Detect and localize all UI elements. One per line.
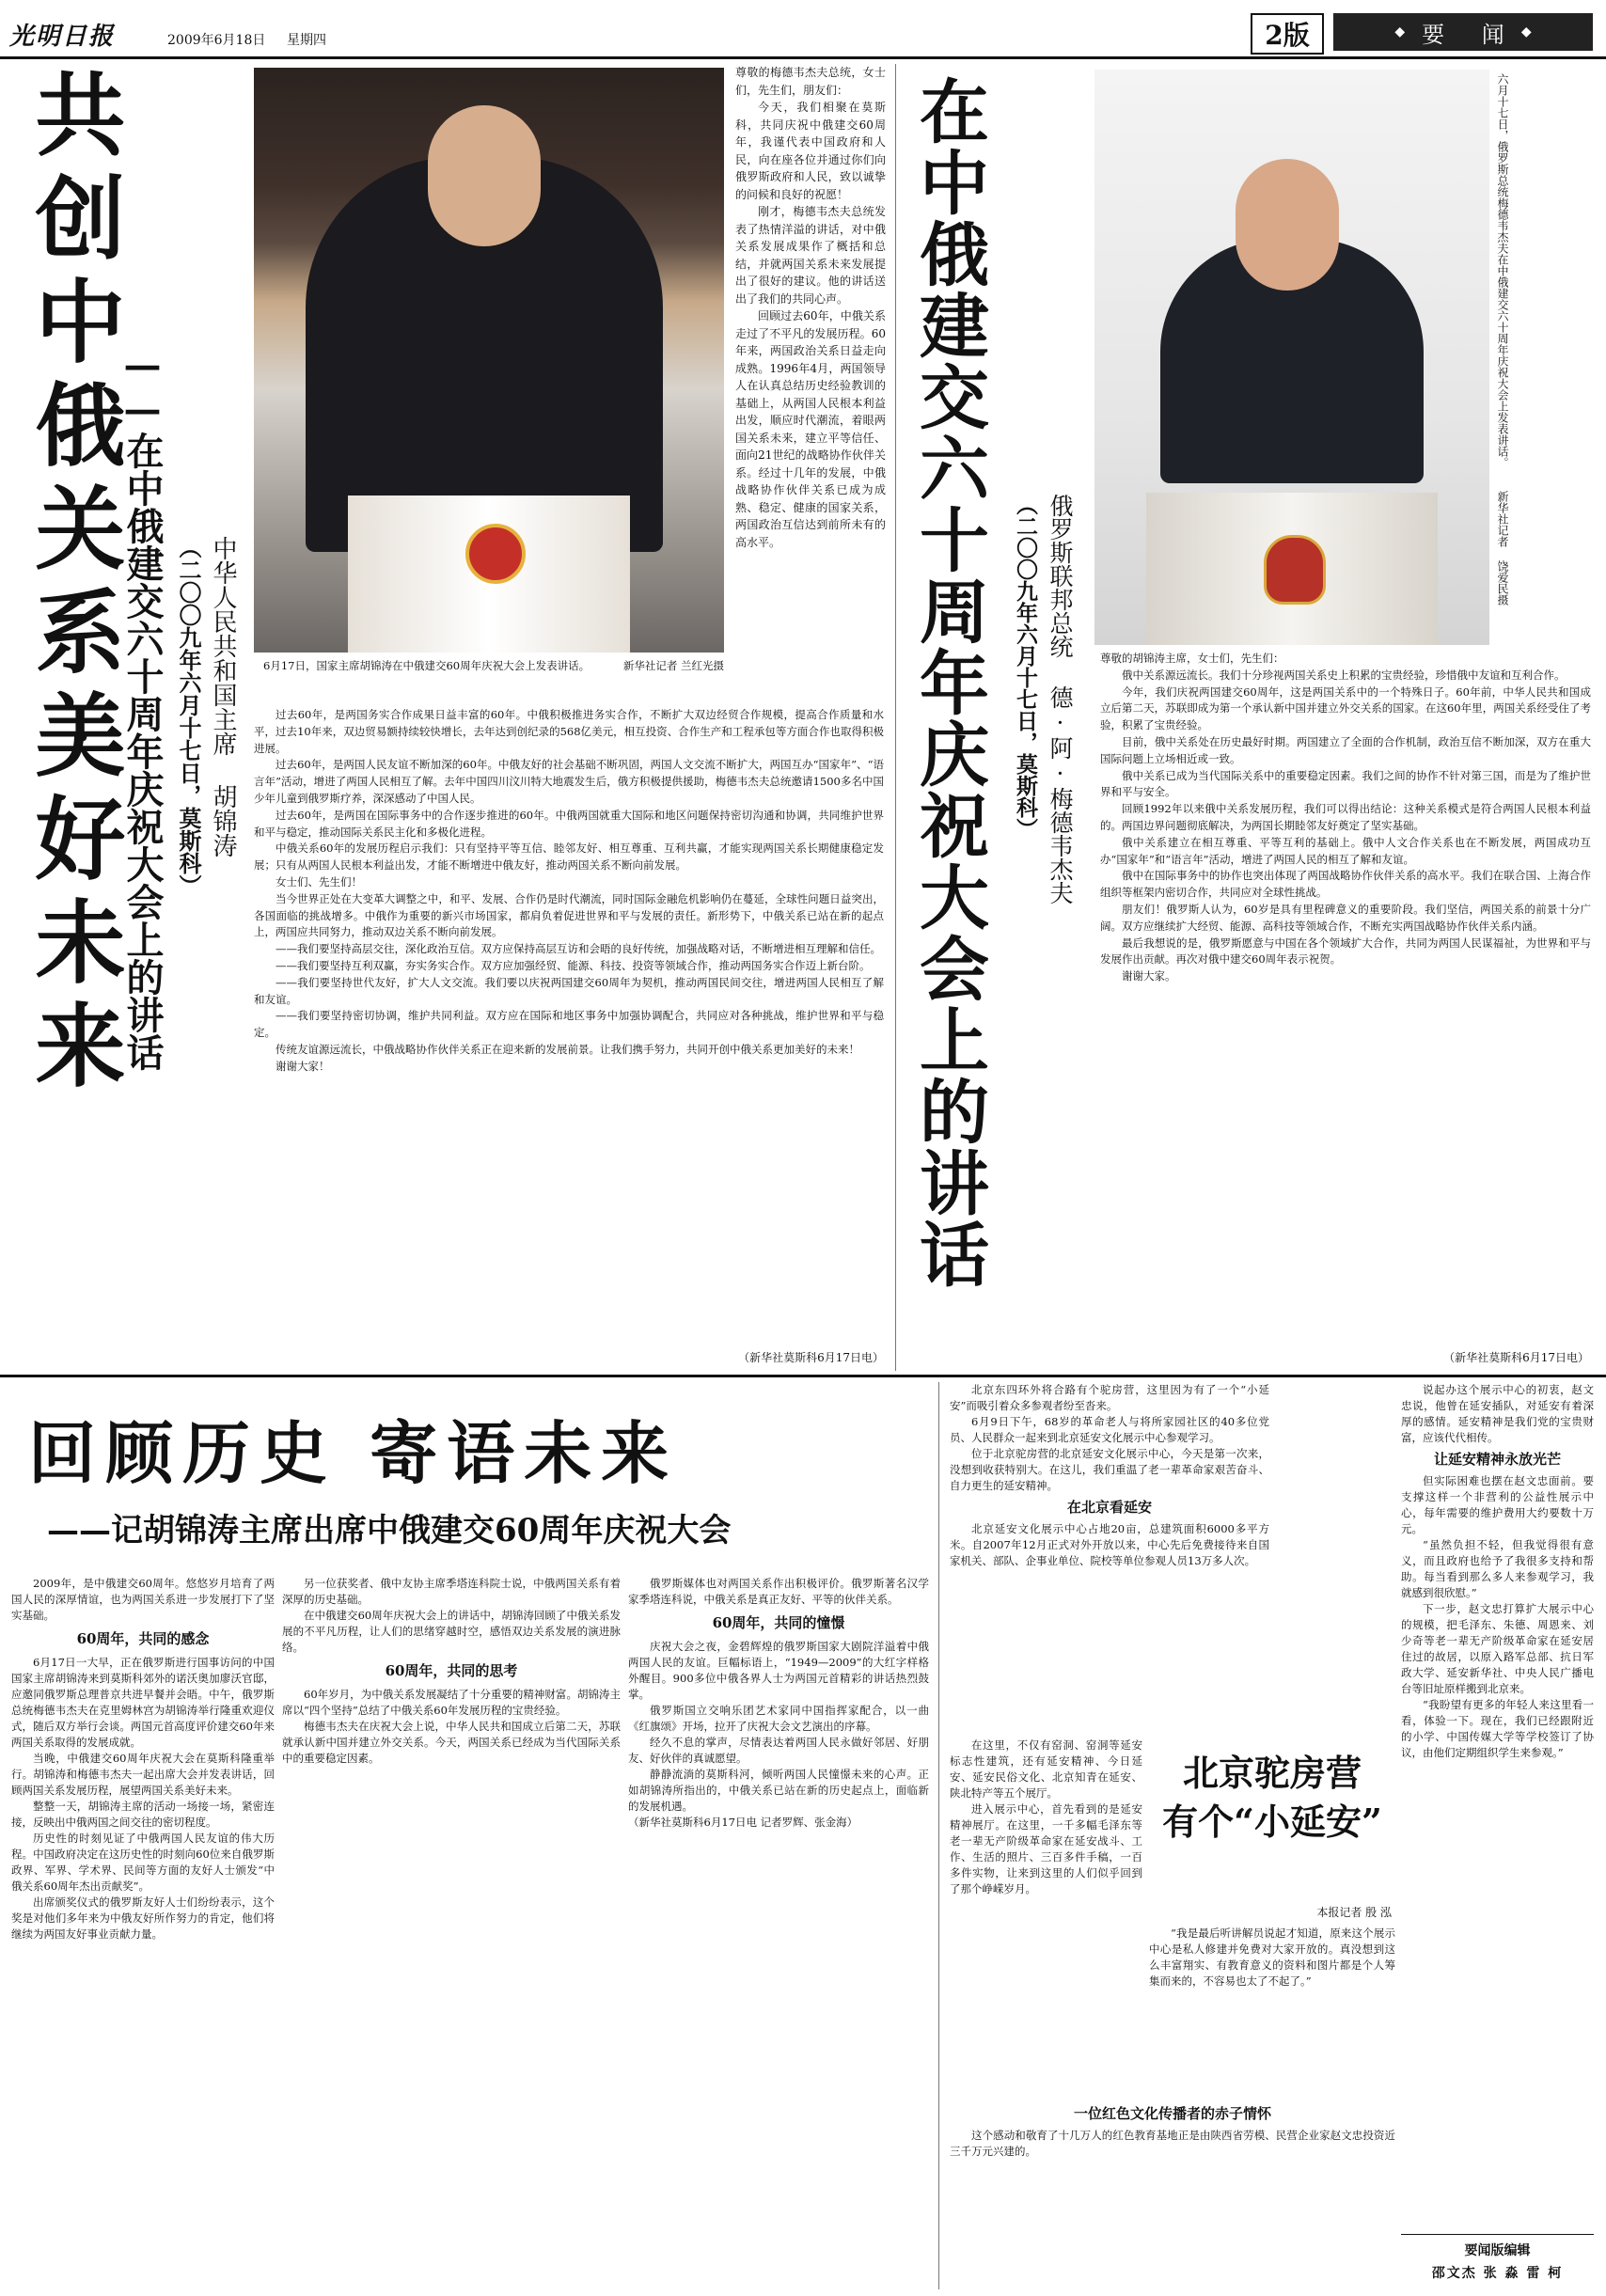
yanan-column-1b: [950, 1738, 1142, 2104]
med-source-note: （新华社莫斯科6月17日电）: [1443, 1351, 1589, 1364]
review-column-1: [11, 1576, 275, 2290]
med-photo: [1094, 70, 1489, 645]
page-number: 2版: [1265, 20, 1310, 51]
yanan-para: 位于北京驼房营的北京延安文化展示中心，今天是第一次来，没想到收获特别大。在这儿，我们重温了老一辈革命家艰苦奋斗、自力更生的延安精神。: [950, 1447, 1269, 1492]
yanan-para: 说起办这个展示中心的初衷，赵文忠说，他曾在延安插队，对延安有着深厚的感情。延安精神是我们党的宝贵财富，应该代代相传。: [1401, 1383, 1594, 1444]
yanan-para: “虽然负担不轻，但我觉得很有意义，而且政府也给予了我很多支持和帮助。每当看到那么多人来参观学习，我就感到很欣慰。”: [1401, 1538, 1594, 1599]
review-section-heading: 60周年，共同的憧憬: [712, 1614, 845, 1631]
speaker-head: [428, 105, 541, 246]
editors-names: 邵文杰 张 淼 雷 柯: [1431, 2266, 1564, 2281]
med-para: 最后我想说的是，俄罗斯愿意与中国在各个领域扩大合作，共同为两国人民谋福祉，为世界和平与发展作出贡献。再次对俄中建交60周年表示祝贺。: [1100, 936, 1591, 967]
review-section-heading: 60周年，共同的思考: [385, 1662, 518, 1679]
med-para: 目前，俄中关系处在历史最好时期。两国建立了全面的合作机制，政治互信不断加深，双方在重大国际问题上立场相近或一致。: [1100, 734, 1591, 765]
review-para: 俄罗斯媒体也对两国关系作出积极评价。俄罗斯著名汉学家季塔连科说，中俄关系是真正友好、平等的伙伴关系。: [628, 1577, 929, 1606]
issue-weekday: 星期四: [287, 33, 326, 48]
yanan-column-bottom: [950, 2106, 1395, 2290]
yanan-reporter: 本报记者 殷 泓: [1316, 1906, 1392, 1919]
hu-para: ——我们要坚持高层交往，深化政治互信。双方应保持高层互访和会晤的良好传统，加强战略对话，不断增进相互理解和信任。: [276, 942, 881, 956]
yanan-para: 北京延安文化展示中心占地20亩，总建筑面积6000多平方米。自2007年12月正式对外开放以来，中心先后免费接待来自国家机关、部队、企事业单位、院校等单位参观人员13万多人次。: [950, 1522, 1269, 1567]
page-number-box: [1251, 13, 1324, 55]
med-para: 俄中在国际事务中的协作也突出体现了两国战略协作伙伴关系的高水平。我们在联合国、上海合作组织等框架内密切合作，共同应对全球性挑战。: [1100, 869, 1591, 900]
hu-para: 过去60年，是两国务实合作成果日益丰富的60年。中俄积极推进务实合作，不断扩大双边经贸合作规模，提高合作质量和水平，过去10年来，双边贸易额持续较快增长，去年达到创纪录的568亿美元，相互投资、合作生产和工程承包等方面合作也取得积极进展。: [254, 708, 884, 755]
hu-para: 回顾过去60年，中俄关系走过了不平凡的发展历程。60年来，两国政治关系日益走向成熟。1996年4月，两国领导人在认真总结历史经验教训的基础上，从两国人民根本利益出发，顺应时代潮流，着眼两国关系未来，建立平等信任、面向21世纪的战略协作伙伴关系。经过十几年的发展，中俄战略协作伙伴关系已成为成熟、稳定、健康的国家关系，两国政治互信达到前所未有的高水平。: [735, 309, 886, 549]
hu-para: 刚才，梅德韦杰夫总统发表了热情洋溢的讲话，对中俄关系发展成果作了概括和总结，并就两国关系未来发展提出了很好的建议。他的讲话送出了我们的共同心声。: [735, 205, 886, 306]
hu-para: 传统友谊源远流长，中俄战略协作伙伴关系正在迎来新的发展前景。让我们携手努力，共同开创中俄关系更加美好的未来！: [276, 1042, 859, 1056]
yanan-para: 进入展示中心，首先看到的是延安精神展厅。在这里，一千多幅毛泽东等老一辈无产阶级革命家在延安战斗、工作、生活的照片、三百多件手稿，一百多件实物，让来到这里的人们似乎回到了那个峥嵘岁月。: [950, 1802, 1142, 1895]
review-column-3: [628, 1576, 929, 2290]
yanan-section-heading: 一位红色文化传播者的赤子情怀: [1073, 2106, 1271, 2122]
med-column: [1100, 651, 1591, 1342]
section-label-box: [1333, 13, 1593, 51]
review-column-2: [282, 1576, 621, 2290]
yanan-para: 在这里，不仅有窑洞、窑洞等延安标志性建筑，还有延安精神、今日延安、延安民俗文化、北京知青在延安、陕北特产等五个展厅。: [950, 1738, 1142, 1800]
hu-byline: 中华人民共和国主席 胡锦涛: [209, 536, 237, 857]
masthead: 光明日报: [9, 23, 116, 51]
med-photo-caption: 六月十七日，俄罗斯总统梅德韦杰夫在中俄建交六十周年庆祝大会上发表讲话。 新华社记者 饶爱民摄: [1496, 73, 1509, 605]
review-subheadline: ——记胡锦涛主席出席中俄建交60周年庆祝大会: [47, 1512, 732, 1549]
section-rule: [0, 1375, 1606, 1377]
med-para: 谢谢大家。: [1122, 969, 1176, 983]
med-para: 俄中关系已成为当代国际关系中的重要稳定因素。我们之间的协作不针对第三国，而是为了维护世界和平与安全。: [1100, 768, 1591, 799]
yanan-para: 6月9日下午，68岁的革命老人与将所家园社区的40多位党员、人民群众一起来到北京延安文化展示中心参观学习。: [950, 1415, 1269, 1444]
hu-para: 谢谢大家！: [276, 1059, 330, 1073]
section-label: 要 闻: [1422, 21, 1519, 48]
editors-label: 要闻版编辑: [1464, 2243, 1531, 2258]
hu-para: ——我们要坚持世代友好，扩大人文交流。我们要以庆祝两国建交60周年为契机，推动两国民间交往，增进两国人民相互了解和友谊。: [254, 975, 884, 1006]
yanan-title-line1: 北京驼房营: [1182, 1752, 1362, 1794]
review-intro: 2009年，是中俄建交60周年。悠悠岁月培育了两国人民的深厚情谊，也为两国关系进一步发展打下了坚实基础。: [11, 1577, 275, 1622]
hu-para: 过去60年，是两国人民友谊不断加深的60年。中俄友好的社会基础不断巩固，两国人文交流不断扩大，两国互办“国家年”、“语言年”活动，增进了两国人民相互了解。去年中国四川汶川特大地震发生后，俄方积极提供援助，梅德韦杰夫总统邀请1500多名中国少年儿童到俄罗斯疗养，深深感动了中国人民。: [254, 758, 884, 805]
emblem-icon: [465, 524, 526, 584]
hu-para: 中俄关系60年的发展历程启示我们：只有坚持平等互信、睦邻友好、相互尊重、互利共赢，才能实现两国关系长期健康稳定发展；只有从两国人民根本利益出发，才能不断增进中俄友好，推动两国关系不断向前发展。: [254, 841, 884, 873]
diamond-icon: ◆: [1394, 24, 1406, 39]
column-divider: [938, 1382, 939, 2289]
hu-photo-caption: 6月17日，国家主席胡锦涛在中俄建交60周年庆祝大会上发表讲话。 新华社记者 兰红光摄: [263, 659, 724, 672]
yanan-column-2: [1149, 1926, 1395, 2104]
yanan-para: 但实际困难也摆在赵文忠面前。要支撑这样一个非营利的公益性展示中心，每年需要的维护费用大约要数十万元。: [1401, 1474, 1594, 1535]
review-para: 经久不息的掌声，尽情表达着两国人民永做好邻居、好朋友、好伙伴的真诚愿望。: [628, 1736, 929, 1765]
review-para: 60年岁月，为中俄关系发展凝结了十分重要的精神财富。胡锦涛主席以“四个坚持”总结了中俄关系60年发展历程的宝贵经验。: [282, 1688, 621, 1717]
med-para: 俄中关系建立在相互尊重、平等互利的基础上。俄中人文合作关系也在不断发展，两国成功互办“国家年”和“语言年”活动，增进了两国人民的相互了解和友谊。: [1100, 835, 1591, 866]
yanan-title-box: [1149, 1749, 1395, 1890]
header-rule: [0, 56, 1606, 59]
med-byline: 俄罗斯联邦总统 德·阿·梅德韦杰夫: [1047, 494, 1074, 904]
review-para: 历史性的时刻见证了中俄两国人民友谊的伟大历程。中国政府决定在这历史性的时刻向60位来自俄罗斯政界、军界、学术界、民间等方面的友好人士颁发“中俄关系60周年杰出贡献奖”。: [11, 1832, 275, 1893]
review-source-note: （新华社莫斯科6月17日电 记者罗辉、张金海）: [628, 1816, 858, 1829]
yanan-para: 下一步，赵文忠打算扩大展示中心的规模，把毛泽东、朱德、周恩来、刘少奇等老一辈无产阶级革命家在延安居住过的故居，以原入路军总部、抗日军政大学、延安新华社、中央人民广播电台等旧址原样搬到北京来。: [1401, 1602, 1594, 1695]
review-para: 出席颁奖仪式的俄罗斯友好人士们纷纷表示，这个奖是对他们多年来为中俄友好所作努力的肯定，他们将继续为两国友好事业贡献力量。: [11, 1895, 275, 1941]
eagle-emblem-icon: [1264, 535, 1326, 605]
hu-column-top: [735, 64, 886, 713]
yanan-para: “我盼望有更多的年轻人来这里看一看，体验一下。现在，我们已经跟附近的小学、中国传媒大学等学校签订了协议，由他们定期组织学生来参观。”: [1401, 1698, 1594, 1759]
speaker-head: [1236, 159, 1339, 291]
hu-para: 过去60年，是两国在国际事务中的合作逐步推进的60年。中俄两国就重大国际和地区问题保持密切沟通和协调，共同维护世界和平与稳定，推动国际关系民主化和多极化进程。: [254, 808, 884, 839]
hu-salutation: 尊敬的梅德韦杰夫总统，女士们，先生们，朋友们：: [735, 66, 886, 97]
hu-para: 今天，我们相聚在莫斯科，共同庆祝中俄建交60周年，我谨代表中国政府和人民，向在座各位并通过你们向俄罗斯政府和人民，致以诚挚的问候和良好的祝愿！: [735, 101, 886, 201]
review-para: 在中俄建交60周年庆祝大会上的讲话中，胡锦涛回顾了中俄关系发展的不平凡历程，让人们的思绪穿越时空，感悟双边关系发展的演进脉络。: [282, 1609, 621, 1654]
review-section-heading: 60周年，共同的感念: [76, 1630, 210, 1647]
med-salutation: 尊敬的胡锦涛主席，女士们，先生们：: [1100, 652, 1284, 665]
med-para: 朋友们！俄罗斯人认为，60岁是具有里程碑意义的重要阶段。我们坚信，两国关系的前景十分广阔。双方应继续扩大经贸、能源、高科技等领域合作，不断充实两国战略协作伙伴关系内涵。: [1100, 902, 1591, 933]
review-para: 梅德韦杰夫在庆祝大会上说，中华人民共和国成立后第二天，苏联就承认新中国并建立外交关系。今天，两国关系已经成为当代国际关系中的重要稳定因素。: [282, 1720, 621, 1765]
med-para: 回顾1992年以来俄中关系发展历程，我们可以得出结论：这种关系模式是符合两国人民根本利益的。两国边界问题彻底解决，为两国长期睦邻友好奠定了坚实基础。: [1100, 802, 1591, 832]
review-para: 俄罗斯国立交响乐团艺术家同中国指挥家配合，以一曲《红旗颂》开场，拉开了庆祝大会文艺演出的序幕。: [628, 1704, 929, 1733]
med-para: 今年，我们庆祝两国建交60周年，这是两国关系中的一个特殊日子。60年前，中华人民共和国成立后第二天，苏联即成为第一个承认新中国并建立外交关系的国家。在这60年里，两国关系经受住了考验，积累了宝贵经验。: [1100, 684, 1591, 732]
yanan-para: 这个感动和敬育了十几万人的红色教育基地正是由陕西省劳模、民营企业家赵文忠投资近三千万元兴建的。: [950, 2129, 1395, 2158]
hu-para: 女士们、先生们！: [276, 874, 362, 889]
yanan-section-heading: 让延安精神永放光芒: [1433, 1451, 1561, 1468]
yanan-column-3: [1401, 1382, 1594, 2228]
review-para: 庆祝大会之夜，金碧辉煌的俄罗斯国家大剧院洋溢着中俄两国人民的友谊。巨幅标语上，“1949—2009”的大红字样格外醒目。900多位中俄各界人士为两国元首精彩的讲话热烈鼓掌。: [628, 1640, 929, 1701]
review-para: 静静流淌的莫斯科河，倾听两国人民憧憬未来的心声。正如胡锦涛所指出的，中俄关系已站在新的历史起点上，面临新的发展机遇。: [628, 1768, 929, 1813]
med-para: 俄中关系源远流长。我们十分珍视两国关系史上积累的宝贵经验，珍惜俄中友谊和互利合作。: [1122, 668, 1566, 682]
review-para: 整整一天，胡锦涛主席的活动一场接一场，紧密连接，反映出中俄两国之间交往的密切程度。: [11, 1800, 275, 1829]
hu-subtitle: ——在中俄建交六十周年庆祝大会上的讲话: [120, 343, 165, 1071]
editors-box: [1401, 2234, 1594, 2289]
hu-source-note: （新华社莫斯科6月17日电）: [738, 1351, 884, 1364]
yanan-column-1: [950, 1382, 1269, 1734]
review-para: 另一位获奖者、俄中友协主席季塔连科院士说，中俄两国关系有着深厚的历史基础。: [282, 1577, 621, 1606]
yanan-para: “我是最后听讲解员说起才知道，原来这个展示中心是私人修建并免费对大家开放的。真没想到这么丰富翔实、有教育意义的资料和图片都是个人筹集而来的，不容易也太了不起了。”: [1149, 1926, 1395, 1988]
hu-dateline: （二〇〇九年六月十七日，莫斯科）: [175, 536, 202, 897]
hu-para: ——我们要坚持密切协调，维护共同利益。双方应在国际和地区事务中加强协调配合，共同应对各种挑战，维护世界和平与稳定。: [254, 1009, 884, 1040]
yanan-section-heading: 在北京看延安: [1066, 1499, 1152, 1516]
hu-para: 当今世界正处在大变革大调整之中，和平、发展、合作仍是时代潮流，同时国际金融危机影响仍在蔓延，全球性问题日益突出，各国面临的挑战增多。中俄作为重要的新兴市场国家，都肩负着促进世界和平与发展的责任。新形势下，中俄关系已站在新的起点上，两国应共同努力，推动双边关系不断向前发展。: [254, 891, 884, 939]
med-dateline: （二〇〇九年六月十七日，莫斯科）: [1013, 494, 1038, 840]
yanan-para: 北京东四环外将合路有个驼房营，这里因为有了一个“小延安”而吸引着众多参观者纷至沓来。: [950, 1383, 1269, 1412]
column-divider: [895, 64, 896, 1371]
hu-photo: [254, 68, 724, 653]
hu-para: ——我们要坚持互利双赢，夯实务实合作。双方应加强经贸、能源、科技、投资等领域合作，推动两国务实合作迈上新台阶。: [276, 958, 871, 972]
hu-headline: 共创中俄关系美好未来: [21, 68, 127, 1102]
diamond-icon: ◆: [1520, 24, 1532, 39]
issue-date: 2009年6月18日: [167, 33, 266, 48]
review-para: 6月17日一大早，正在俄罗斯进行国事访问的中国国家主席胡锦涛来到莫斯科郊外的诺沃奥加廖沃官邸，应邀同俄罗斯总理普京共进早餐并会晤。中午，俄罗斯总统梅德韦杰夫在克里姆林宫为胡锦涛举行隆重欢迎仪式，随后双方举行会谈。两国元首高度评价建交60年来两国关系取得的发展成就。: [11, 1656, 275, 1749]
hu-column-main: [254, 707, 884, 1332]
yanan-title-line2: 有个“小延安”: [1162, 1801, 1382, 1843]
review-para: 当晚，中俄建交60周年庆祝大会在莫斯科隆重举行。胡锦涛和梅德韦杰夫一起出席大会并发表讲话，回顾两国关系发展历程，展望两国关系美好未来。: [11, 1752, 275, 1797]
med-headline: 在中俄建交六十周年庆祝大会上的讲话: [908, 75, 989, 1290]
review-headline: 回顾历史 寄语未来: [28, 1413, 679, 1493]
